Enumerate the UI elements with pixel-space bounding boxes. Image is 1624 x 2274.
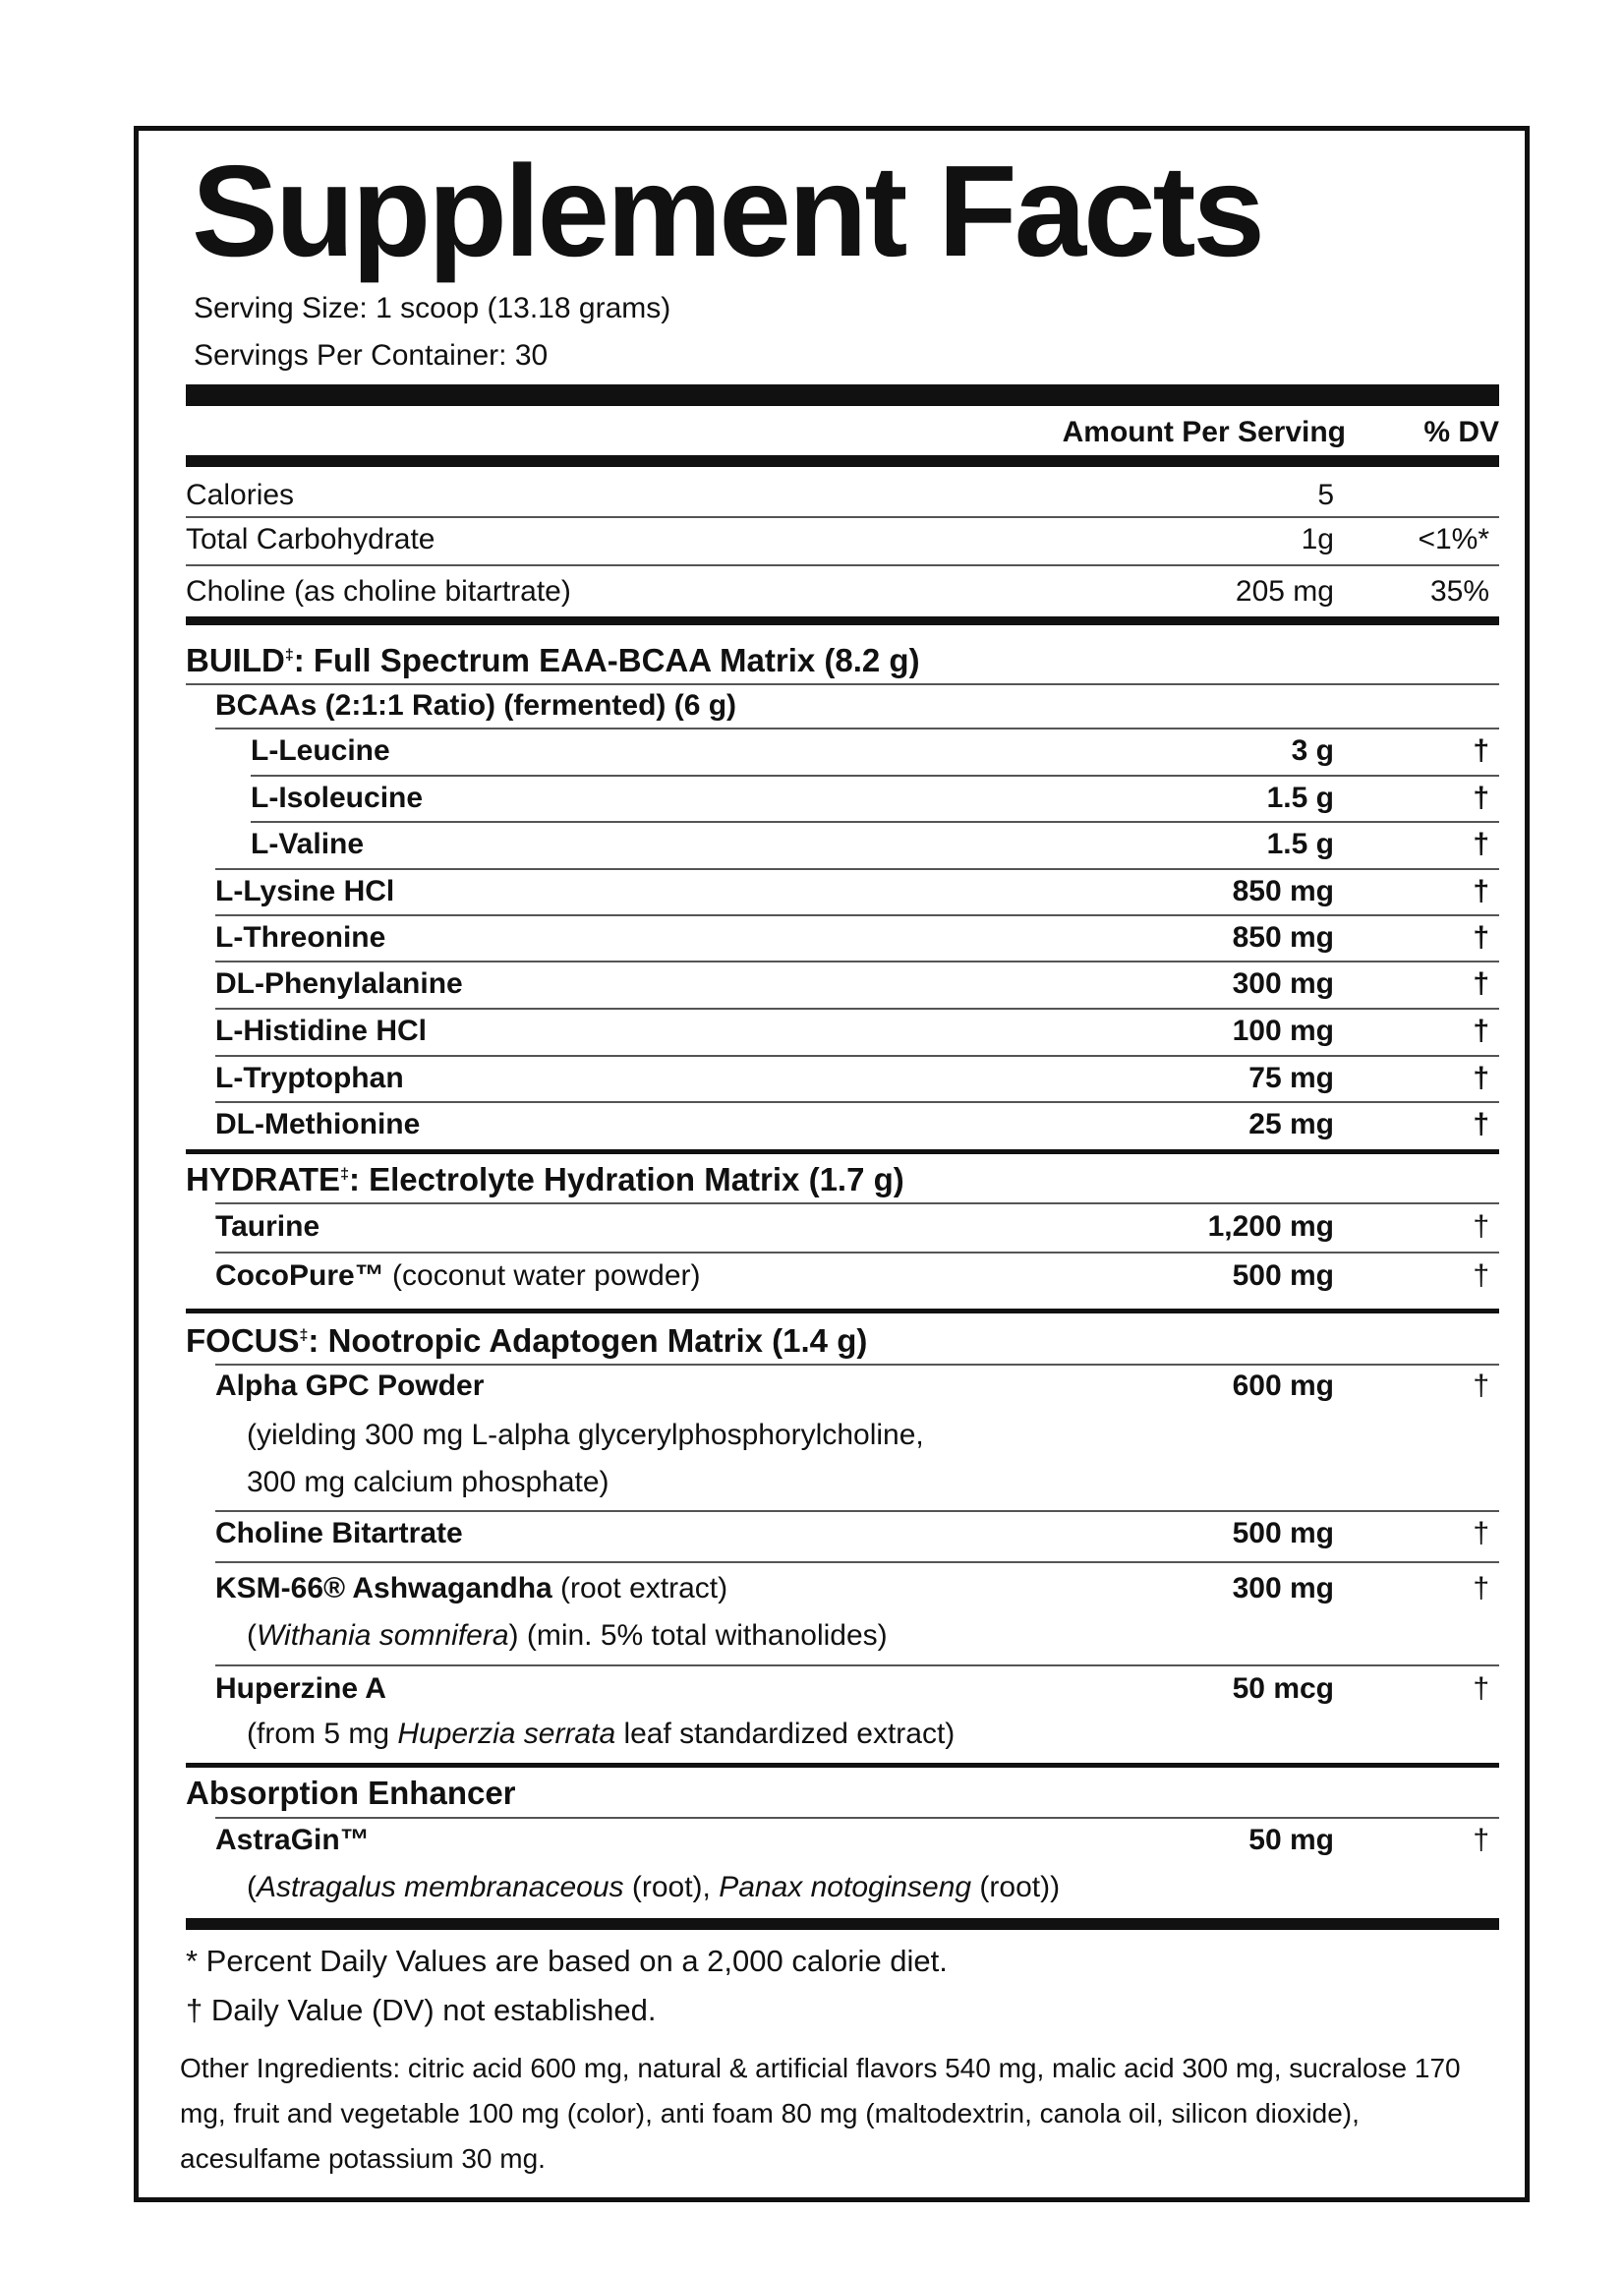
row-rule	[215, 868, 1499, 870]
ingredient-name: CocoPure™	[215, 1259, 384, 1292]
ingredient-amount: 1.5 g	[1266, 828, 1334, 860]
ingredient-subtext: 300 mg calcium phosphate)	[247, 1466, 609, 1498]
ingredient-name: L-Isoleucine	[251, 782, 424, 814]
ingredient-subtext: (Astragalus membranaceous (root), Panax notoginseng (root))	[247, 1871, 1061, 1903]
row-rule	[215, 1664, 1499, 1666]
row-rule	[215, 1202, 1499, 1204]
dagger-mark: †	[1473, 1517, 1489, 1549]
build-section-heading: BUILD‡: Full Spectrum EAA-BCAA Matrix (8.2 g)	[186, 642, 920, 678]
ingredient-amount: 50 mcg	[1232, 1672, 1334, 1705]
dv-header: % DV	[1423, 416, 1499, 448]
dagger-mark: †	[1473, 1108, 1489, 1140]
absorption-section-heading: Absorption Enhancer	[186, 1775, 516, 1811]
ingredient-amount: 300 mg	[1232, 1572, 1334, 1604]
ingredient-amount: 500 mg	[1232, 1517, 1334, 1549]
ingredient-amount: 600 mg	[1232, 1370, 1334, 1402]
ingredient-amount: 100 mg	[1232, 1015, 1334, 1047]
thick-divider	[186, 1918, 1499, 1930]
row-rule	[215, 1252, 1499, 1254]
dagger-mark: †	[1473, 1370, 1489, 1402]
ingredient-name: Choline Bitartrate	[215, 1517, 463, 1549]
ingredient-name: L-Tryptophan	[215, 1062, 404, 1094]
ingredient-note: (root extract)	[551, 1572, 728, 1604]
ingredient-amount: 3 g	[1291, 734, 1334, 767]
row-rule	[215, 914, 1499, 916]
nutrient-name: Choline (as choline bitartrate)	[186, 575, 571, 608]
ingredient-subtext: (yielding 300 mg L-alpha glycerylphosphorylcholine,	[247, 1419, 924, 1451]
ingredient-amount: 850 mg	[1232, 875, 1334, 907]
ingredient-name: Alpha GPC Powder	[215, 1370, 485, 1402]
serving-size: Serving Size: 1 scoop (13.18 grams)	[194, 292, 671, 324]
ingredient-subtext: (Withania somnifera) (min. 5% total withanolides)	[247, 1619, 888, 1652]
nutrient-amount: 205 mg	[1235, 575, 1334, 608]
ingredient-name: L-Lysine HCl	[215, 875, 395, 907]
ingredient-amount: 75 mg	[1248, 1062, 1334, 1094]
nutrient-name: Total Carbohydrate	[186, 523, 435, 555]
section-divider	[186, 616, 1499, 625]
row-rule	[215, 1008, 1499, 1010]
row-rule	[186, 564, 1499, 566]
row-rule	[215, 1101, 1499, 1103]
dagger-mark: †	[1473, 734, 1489, 767]
panel-title: Supplement Facts	[192, 139, 1262, 283]
row-rule	[186, 683, 1499, 685]
thick-divider	[186, 384, 1499, 406]
dagger-footnote: † Daily Value (DV) not established.	[186, 1993, 657, 2027]
ingredient-amount: 850 mg	[1232, 921, 1334, 954]
ingredient-name: Taurine	[215, 1210, 320, 1243]
focus-section-heading: FOCUS‡: Nootropic Adaptogen Matrix (1.4 g)	[186, 1322, 868, 1359]
dagger-mark: †	[1473, 875, 1489, 907]
nutrient-name: Calories	[186, 479, 295, 511]
section-divider	[186, 1149, 1499, 1154]
ingredient-name: DL-Methionine	[215, 1108, 421, 1140]
nutrient-amount: 1g	[1301, 523, 1334, 555]
dagger-mark: †	[1473, 1672, 1489, 1705]
ingredient-name: KSM-66® Ashwagandha	[215, 1572, 552, 1604]
row-rule	[186, 516, 1499, 518]
amount-per-serving-header: Amount Per Serving	[1062, 416, 1346, 448]
ingredient-amount: 300 mg	[1232, 967, 1334, 1000]
row-rule	[215, 1510, 1499, 1512]
row-rule	[215, 1561, 1499, 1563]
dagger-mark: †	[1473, 828, 1489, 860]
ingredient-name: DL-Phenylalanine	[215, 967, 463, 1000]
percent-dv-footnote: * Percent Daily Values are based on a 2,000 calorie diet.	[186, 1944, 948, 1978]
row-rule	[215, 1055, 1499, 1057]
row-rule	[251, 821, 1499, 823]
bcaa-label: BCAAs (2:1:1 Ratio) (fermented) (6 g)	[215, 689, 737, 722]
ingredient-name: L-Valine	[251, 828, 365, 860]
dagger-mark: †	[1473, 1572, 1489, 1604]
ingredient-name: L-Histidine HCl	[215, 1015, 427, 1047]
row-rule	[215, 728, 1499, 729]
ingredient-amount: 500 mg	[1232, 1259, 1334, 1292]
hydrate-section-heading: HYDRATE‡: Electrolyte Hydration Matrix (1.7 g)	[186, 1161, 904, 1197]
ingredient-amount: 1,200 mg	[1207, 1210, 1334, 1243]
header-divider	[186, 455, 1499, 467]
ingredient-note: (coconut water powder)	[383, 1259, 701, 1292]
ingredient-name: L-Leucine	[251, 734, 390, 767]
ingredient-name: AstraGin™	[215, 1824, 370, 1856]
ingredient-subtext: (from 5 mg Huperzia serrata leaf standardized extract)	[247, 1718, 956, 1750]
row-rule	[215, 961, 1499, 962]
dagger-mark: †	[1473, 921, 1489, 954]
nutrient-dv: <1%*	[1418, 523, 1489, 555]
supplement-facts-panel	[134, 126, 1530, 2202]
row-rule	[215, 1364, 1499, 1366]
section-divider	[186, 1763, 1499, 1768]
other-ingredients: Other Ingredients: citric acid 600 mg, natural & artificial flavors 540 mg, malic acid 300 mg, sucralose 170 mg, fruit and vegetable 100 mg (color), anti foam 80 mg (maltodextrin, canola oil, silicon dioxide), acesulfame potassium 30 mg.	[180, 2053, 1461, 2174]
dagger-mark: †	[1473, 1259, 1489, 1292]
dagger-mark: †	[1473, 1824, 1489, 1856]
dagger-mark: †	[1473, 1015, 1489, 1047]
nutrient-dv: 35%	[1429, 575, 1489, 608]
ingredient-amount: 25 mg	[1248, 1108, 1334, 1140]
dagger-mark: †	[1473, 782, 1489, 814]
row-rule	[251, 775, 1499, 777]
servings-per-container: Servings Per Container: 30	[194, 339, 549, 372]
dagger-mark: †	[1473, 1210, 1489, 1243]
ingredient-name: Huperzine A	[215, 1672, 386, 1705]
dagger-mark: †	[1473, 1062, 1489, 1094]
row-rule	[215, 1817, 1499, 1819]
ingredient-amount: 1.5 g	[1266, 782, 1334, 814]
ingredient-amount: 50 mg	[1248, 1824, 1334, 1856]
nutrient-amount: 5	[1317, 479, 1334, 511]
ingredient-name: L-Threonine	[215, 921, 386, 954]
section-divider	[186, 1309, 1499, 1313]
dagger-mark: †	[1473, 967, 1489, 1000]
